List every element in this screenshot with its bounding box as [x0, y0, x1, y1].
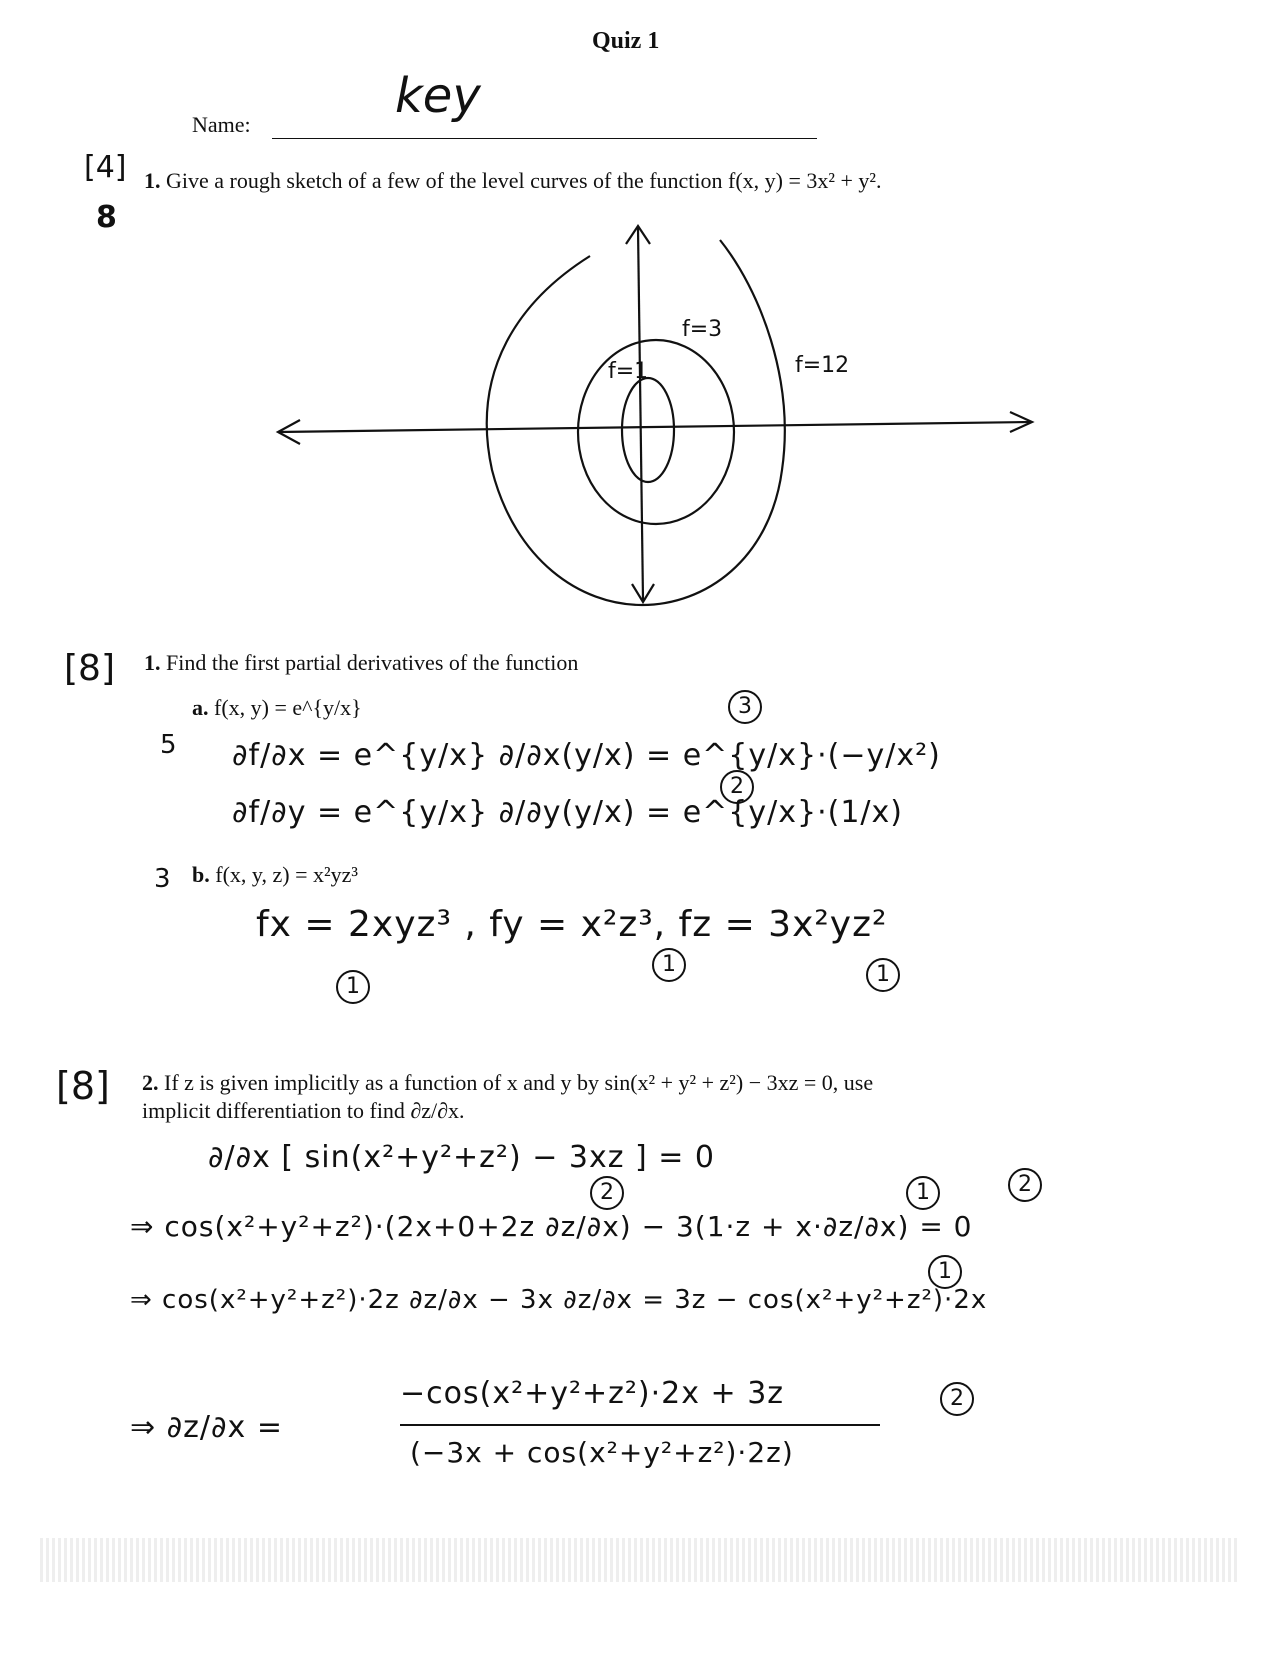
- scan-noise-footer: [40, 1538, 1240, 1582]
- part-b-mark-2: 1: [652, 948, 686, 982]
- q2-number: 2.: [142, 1070, 159, 1095]
- q2-mark-2: 1: [906, 1176, 940, 1210]
- level-curve-f1: [622, 378, 674, 482]
- q2-score: [8]: [56, 1064, 110, 1108]
- y-axis: [638, 228, 643, 600]
- q1-level-side-mark: 8: [96, 200, 117, 235]
- part-a-line-1: ∂f/∂x = e^{y/x} ∂/∂x(y/x) = e^{y/x}·(−y/x²): [232, 738, 941, 773]
- q2-mark-5: 2: [940, 1382, 974, 1416]
- q1-level-text: Give a rough sketch of a few of the level curves of the function f(x, y) = 3x² + y².: [166, 168, 882, 193]
- handwritten-name: key: [395, 68, 481, 124]
- q2-step-4-numerator: −cos(x²+y²+z²)·2x + 3z: [400, 1376, 785, 1411]
- label-f1: f=1: [608, 359, 649, 384]
- q2-mark-3: 2: [1008, 1168, 1042, 1202]
- q2-question-line-1: [142, 1070, 873, 1096]
- part-a-score: 5: [160, 730, 177, 760]
- q2-step-2: ⇒ cos(x²+y²+z²)·(2x+0+2z ∂z/∂x) − 3(1·z + x·∂z/∂x) = 0: [130, 1210, 973, 1243]
- name-label: Name:: [192, 112, 251, 137]
- label-f3: f=3: [682, 317, 723, 342]
- q1-partial-number: 1.: [144, 650, 161, 675]
- q2-step-4-denominator: (−3x + cos(x²+y²+z²)·2z): [410, 1436, 794, 1469]
- level-curve-f3: [578, 340, 734, 524]
- q2-step-3: ⇒ cos(x²+y²+z²)·2z ∂z/∂x − 3x ∂z/∂x = 3z − cos(x²+y²+z²)·2x: [130, 1285, 988, 1315]
- x-axis: [278, 422, 1030, 432]
- page-title: Quiz 1: [592, 28, 660, 54]
- label-f12: f=12: [795, 353, 850, 378]
- part-a-function: f(x, y) = e^{y/x}: [214, 695, 362, 720]
- part-b-answer: fx = 2xyz³ , fy = x²z³, fz = 3x²yz²: [256, 904, 888, 945]
- q2-step-1: ∂/∂x [ sin(x²+y²+z²) − 3xz ] = 0: [208, 1140, 715, 1175]
- q1-partial-question: [144, 650, 578, 676]
- q1-level-number: 1.: [144, 168, 161, 193]
- part-b-mark-1: 1: [336, 970, 370, 1004]
- part-b-mark-3: 1: [866, 958, 900, 992]
- part-b-label: b.: [192, 862, 210, 887]
- part-b-score: 3: [154, 864, 171, 894]
- q2-mark-4: 1: [928, 1255, 962, 1289]
- q2-text-1: If z is given implicitly as a function of x and y by sin(x² + y² + z²) − 3xz = 0, use: [164, 1070, 874, 1095]
- q2-text-2: implicit differentiation to find ∂z/∂x.: [142, 1098, 465, 1123]
- part-a-label: a.: [192, 695, 209, 720]
- part-a: [192, 695, 362, 721]
- q1-level-score: [4]: [84, 150, 127, 185]
- part-b: [192, 862, 358, 888]
- part-a-mark-2: 2: [720, 770, 754, 804]
- part-b-function: f(x, y, z) = x²yz³: [215, 862, 358, 887]
- q2-mark-1: 2: [590, 1176, 624, 1210]
- part-a-line-2: ∂f/∂y = e^{y/x} ∂/∂y(y/x) = e^{y/x}·(1/x): [232, 795, 903, 830]
- q1-partial-score: [8]: [64, 648, 115, 689]
- level-curve-f12: [487, 240, 785, 605]
- part-a-mark-1: 3: [728, 690, 762, 724]
- q2-step-4-lhs: ⇒ ∂z/∂x =: [130, 1410, 283, 1445]
- q2-fraction-bar: [400, 1424, 880, 1426]
- q1-partial-text: Find the first partial derivatives of the function: [166, 650, 579, 675]
